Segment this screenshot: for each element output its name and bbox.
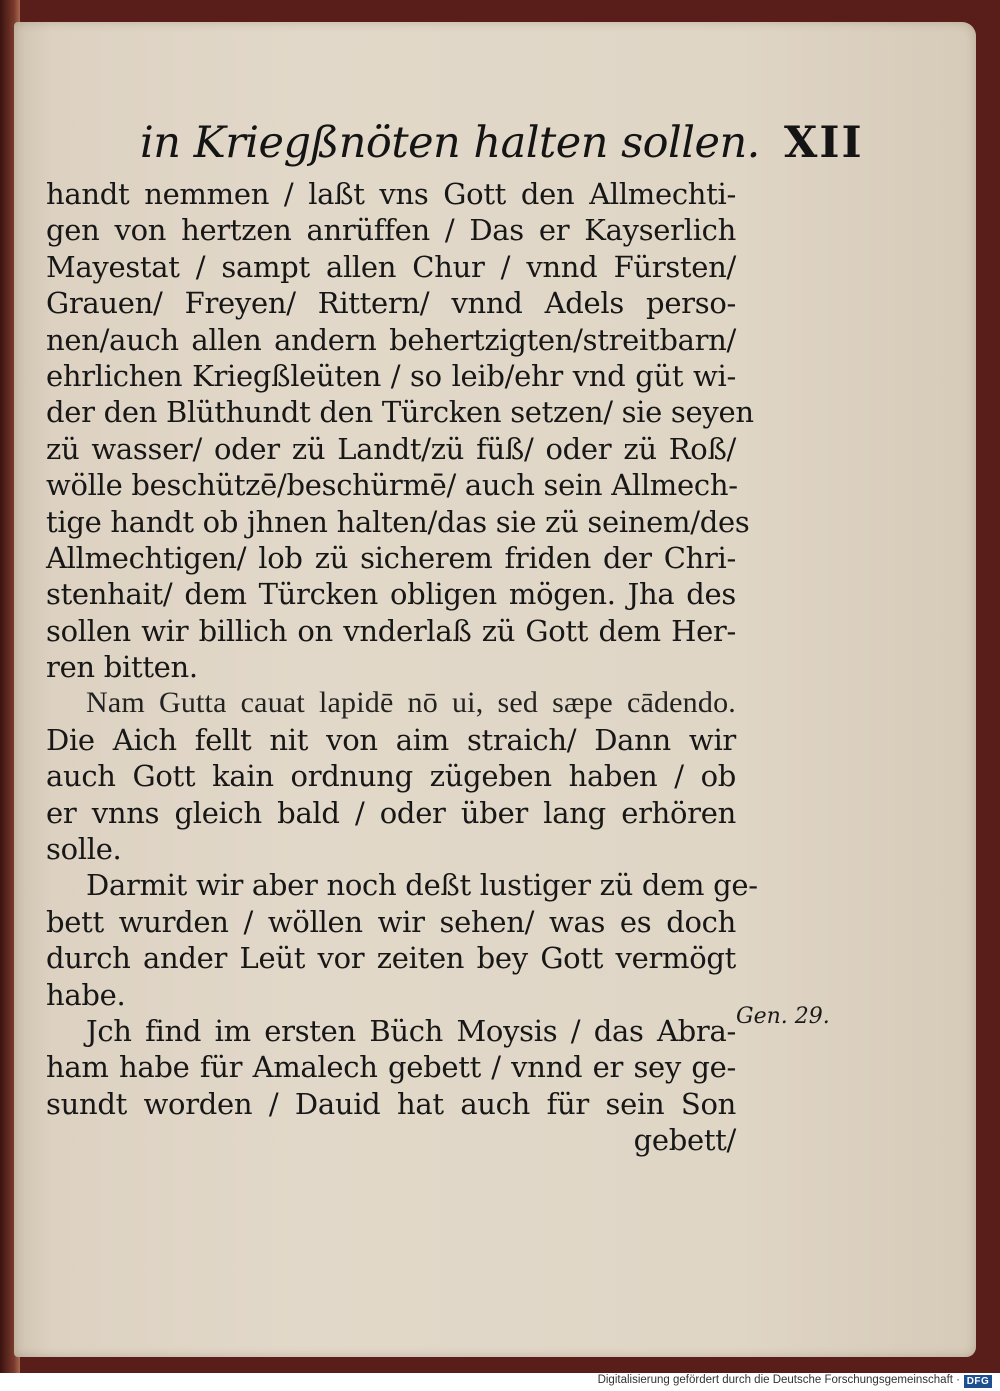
text-line: Allmechtigen/ lob zü sicherem friden der Chri-	[46, 540, 736, 575]
dfg-logo: DFG	[964, 1375, 992, 1388]
text-line: sollen wir billich on vnderlaß zü Gott dem Her-	[46, 613, 736, 648]
funding-credit: Digitalisierung gefördert durch die Deutsche Forschungsgemeinschaft ·	[597, 1374, 960, 1386]
text-line: er vnns gleich bald / oder über lang erhören	[46, 795, 736, 830]
book-page	[14, 22, 976, 1357]
text-line: solle.	[46, 832, 122, 867]
text-line: nen/auch allen andern behertzigten/streitbarn/	[46, 322, 736, 357]
text-line: tige handt ob jhnen halten/das sie zü seinem/des	[46, 504, 750, 539]
text-line: ren bitten.	[46, 650, 198, 685]
text-line: habe.	[46, 977, 126, 1012]
text-line: wölle beschützē/beschürmē/ auch sein Allmech-	[46, 468, 738, 503]
text-line: der den Blüthundt den Türcken setzen/ sie seyen	[46, 395, 754, 430]
catchword: gebett/	[633, 1123, 736, 1158]
text-line: handt nemmen / laßt vns Gott den Allmechti-	[46, 177, 736, 211]
text-line: ham habe für Amalech gebett / vnnd er sey ge-	[46, 1050, 736, 1085]
text-line: Mayestat / sampt allen Chur / vnnd Fürsten/	[46, 249, 736, 284]
latin-quote-line: Nam Gutta cauat lapidē nō ui, sed sæpe cādendo.	[86, 686, 736, 720]
text-line: Jch find im ersten Büch Moysis / das Abra-	[86, 1013, 736, 1048]
text-line: auch Gott kain ordnung zügeben haben / ob	[46, 759, 736, 794]
text-block	[46, 176, 758, 1159]
text-line: Grauen/ Freyen/ Rittern/ vnnd Adels perso-	[46, 286, 736, 321]
text-line: ehrlichen Kriegßleüten / so leib/ehr vnd güt wi-	[46, 358, 736, 393]
text-line: Die Aich fellt nit von aim straich/ Dann wir	[46, 722, 736, 757]
footer-bar	[0, 1373, 1000, 1391]
text-line: sundt worden / Dauid hat auch für sein Son	[46, 1086, 736, 1121]
text-line: Darmit wir aber noch deßt lustiger zü dem ge-	[86, 868, 758, 903]
text-line: durch ander Leüt vor zeiten bey Gott vermögt	[46, 941, 736, 976]
folio-number: XII	[784, 118, 864, 168]
running-header: in Kriegßnöten halten sollen.	[140, 118, 760, 168]
text-line: gen von hertzen anrüffen / Das er Kayserlich	[46, 213, 736, 248]
text-line: stenhait/ dem Türcken obligen mögen. Jha des	[46, 577, 736, 612]
margin-note: Gen. 29.	[736, 1004, 830, 1029]
text-line: zü wasser/ oder zü Landt/zü füß/ oder zü Roß/	[46, 431, 736, 466]
text-line: bett wurden / wöllen wir sehen/ was es doch	[46, 904, 736, 939]
